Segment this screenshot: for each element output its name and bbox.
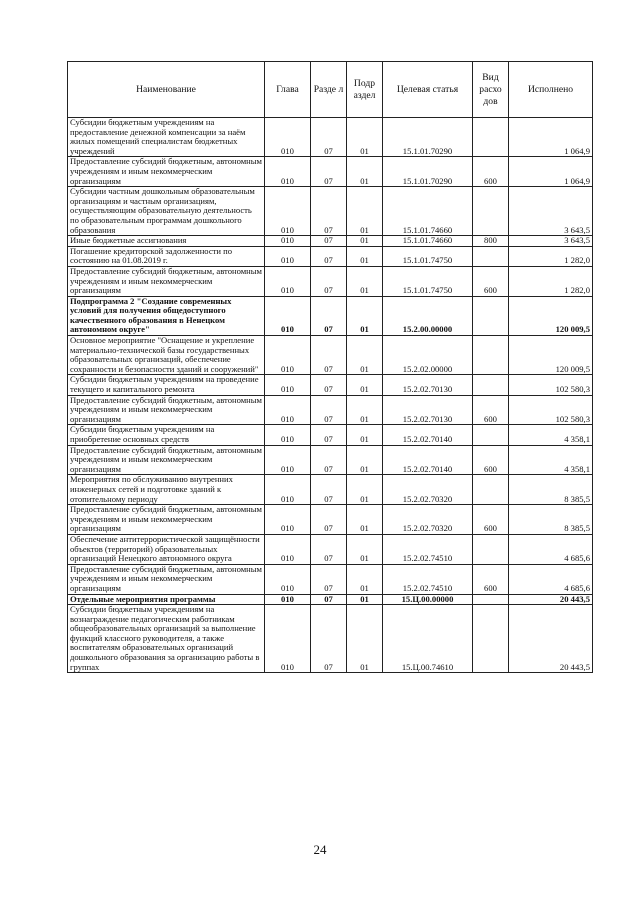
cell-subsection: 01: [347, 564, 383, 594]
table-row: [68, 236, 593, 247]
cell-chapter: 010: [265, 605, 311, 673]
cell-name: Подпрограмма 2 "Создание современных условий для получения общедоступного качественного образования в Ненецком автономном округе": [68, 296, 265, 335]
cell-exp-type: 600: [473, 564, 509, 594]
cell-chapter: 010: [265, 118, 311, 157]
table-row: [68, 534, 593, 564]
col-header-section: Разде л: [311, 62, 347, 118]
cell-executed: 1 282,0: [509, 266, 593, 296]
cell-section: 07: [311, 605, 347, 673]
cell-target: 15.2.02.70140: [383, 445, 473, 475]
page-number: 24: [313, 842, 327, 857]
cell-name: Отдельные мероприятия программы: [68, 594, 265, 605]
cell-chapter: 010: [265, 395, 311, 425]
cell-target: 15.2.02.70130: [383, 375, 473, 395]
cell-exp-type: [473, 296, 509, 335]
cell-executed: 102 580,3: [509, 395, 593, 425]
cell-name: Мероприятия по обслуживанию внутренних инженерных сетей и подготовке зданий к отопительному периоду: [68, 475, 265, 505]
cell-chapter: 010: [265, 246, 311, 266]
cell-chapter: 010: [265, 505, 311, 535]
cell-target: 15.1.01.70290: [383, 118, 473, 157]
cell-subsection: 01: [347, 395, 383, 425]
budget-table: [67, 61, 593, 673]
cell-executed: 102 580,3: [509, 375, 593, 395]
cell-name: Субсидии бюджетным учреждениям на приобретение основных средств: [68, 425, 265, 445]
cell-chapter: 010: [265, 236, 311, 247]
cell-chapter: 010: [265, 445, 311, 475]
cell-exp-type: 600: [473, 266, 509, 296]
table-row: [68, 605, 593, 673]
cell-section: 07: [311, 187, 347, 236]
cell-target: 15.2.02.70320: [383, 475, 473, 505]
cell-name: Субсидии частным дошкольным образовательным организациям и частным организациям, осуществляющим образовательную деятельность по образовательным программам дошкольного образования: [68, 187, 265, 236]
cell-chapter: 010: [265, 266, 311, 296]
cell-chapter: 010: [265, 375, 311, 395]
cell-exp-type: [473, 375, 509, 395]
cell-executed: 1 064,9: [509, 157, 593, 187]
cell-target: 15.1.01.70290: [383, 157, 473, 187]
cell-section: 07: [311, 445, 347, 475]
cell-subsection: 01: [347, 475, 383, 505]
cell-executed: 20 443,5: [509, 605, 593, 673]
table-row: [68, 564, 593, 594]
table-row: [68, 375, 593, 395]
cell-chapter: 010: [265, 336, 311, 375]
col-header-chapter: Глава: [265, 62, 311, 118]
cell-subsection: 01: [347, 296, 383, 335]
cell-executed: 3 643,5: [509, 236, 593, 247]
table-row: [68, 246, 593, 266]
cell-section: 07: [311, 505, 347, 535]
cell-name: Предоставление субсидий бюджетным, автономным учреждениям и иным некоммерческим организациям: [68, 266, 265, 296]
table-row: [68, 425, 593, 445]
cell-name: Предоставление субсидий бюджетным, автономным учреждениям и иным некоммерческим организациям: [68, 445, 265, 475]
cell-subsection: 01: [347, 336, 383, 375]
cell-executed: 1 282,0: [509, 246, 593, 266]
table-row: [68, 187, 593, 236]
cell-executed: 3 643,5: [509, 187, 593, 236]
cell-name: Предоставление субсидий бюджетным, автономным учреждениям и иным некоммерческим организациям: [68, 395, 265, 425]
cell-name: Субсидии бюджетным учреждениям на предоставление денежной компенсации за наём жилых помещений специалистам бюджетных учреждений: [68, 118, 265, 157]
cell-section: 07: [311, 118, 347, 157]
cell-section: 07: [311, 246, 347, 266]
cell-target: 15.Ц.00.74610: [383, 605, 473, 673]
cell-name: Предоставление субсидий бюджетным, автономным учреждениям и иным некоммерческим организациям: [68, 157, 265, 187]
cell-section: 07: [311, 236, 347, 247]
cell-name: Предоставление субсидий бюджетным, автономным учреждениям и иным некоммерческим организациям: [68, 505, 265, 535]
cell-target: 15.1.01.74660: [383, 187, 473, 236]
cell-exp-type: [473, 605, 509, 673]
cell-subsection: 01: [347, 605, 383, 673]
cell-name: Погашение кредиторской задолженности по состоянию на 01.08.2019 г.: [68, 246, 265, 266]
cell-chapter: 010: [265, 564, 311, 594]
cell-executed: 4 358,1: [509, 425, 593, 445]
cell-name: Иные бюджетные ассигнования: [68, 236, 265, 247]
cell-target: 15.1.01.74660: [383, 236, 473, 247]
cell-target: 15.2.02.74510: [383, 534, 473, 564]
cell-target: 15.2.02.70130: [383, 395, 473, 425]
cell-exp-type: [473, 336, 509, 375]
cell-chapter: 010: [265, 157, 311, 187]
cell-executed: 8 385,5: [509, 505, 593, 535]
cell-exp-type: [473, 425, 509, 445]
cell-section: 07: [311, 534, 347, 564]
cell-exp-type: 600: [473, 395, 509, 425]
table-row: [68, 395, 593, 425]
cell-target: 15.1.01.74750: [383, 266, 473, 296]
cell-subsection: 01: [347, 534, 383, 564]
cell-subsection: 01: [347, 375, 383, 395]
cell-subsection: 01: [347, 445, 383, 475]
cell-subsection: 01: [347, 246, 383, 266]
cell-target: 15.2.02.70320: [383, 505, 473, 535]
cell-exp-type: [473, 534, 509, 564]
cell-executed: 20 443,5: [509, 594, 593, 605]
cell-subsection: 01: [347, 594, 383, 605]
cell-exp-type: 800: [473, 236, 509, 247]
table-header-row: [68, 62, 593, 118]
cell-target: 15.2.00.00000: [383, 296, 473, 335]
cell-target: 15.2.02.70140: [383, 425, 473, 445]
cell-name: Предоставление субсидий бюджетным, автономным учреждениям и иным некоммерческим организациям: [68, 564, 265, 594]
table-row: [68, 336, 593, 375]
col-header-subsection: Подр аздел: [347, 62, 383, 118]
cell-chapter: 010: [265, 425, 311, 445]
cell-section: 07: [311, 594, 347, 605]
cell-executed: 120 009,5: [509, 296, 593, 335]
table-row: [68, 594, 593, 605]
cell-executed: 4 358,1: [509, 445, 593, 475]
cell-chapter: 010: [265, 534, 311, 564]
cell-subsection: 01: [347, 505, 383, 535]
table-row: [68, 266, 593, 296]
cell-target: 15.2.02.00000: [383, 336, 473, 375]
table-row: [68, 118, 593, 157]
cell-name: Основное мероприятие "Оснащение и укрепление материально-технической базы государственных образовательных организаций, обеспечение сохранности и безопасности зданий и сооружений": [68, 336, 265, 375]
cell-exp-type: [473, 475, 509, 505]
cell-exp-type: [473, 187, 509, 236]
col-header-name: Наименование: [68, 62, 265, 118]
table-body: [68, 118, 593, 673]
cell-section: 07: [311, 475, 347, 505]
cell-exp-type: [473, 118, 509, 157]
cell-executed: 4 685,6: [509, 564, 593, 594]
cell-chapter: 010: [265, 594, 311, 605]
cell-exp-type: [473, 246, 509, 266]
cell-chapter: 010: [265, 296, 311, 335]
cell-exp-type: [473, 594, 509, 605]
cell-name: Субсидии бюджетным учреждениям на проведение текущего и капитального ремонта: [68, 375, 265, 395]
cell-section: 07: [311, 157, 347, 187]
cell-chapter: 010: [265, 187, 311, 236]
cell-executed: 120 009,5: [509, 336, 593, 375]
table-row: [68, 475, 593, 505]
col-header-target: Целевая статья: [383, 62, 473, 118]
cell-subsection: 01: [347, 236, 383, 247]
cell-exp-type: 600: [473, 505, 509, 535]
cell-subsection: 01: [347, 187, 383, 236]
cell-section: 07: [311, 375, 347, 395]
cell-executed: 1 064,9: [509, 118, 593, 157]
cell-executed: 8 385,5: [509, 475, 593, 505]
cell-section: 07: [311, 425, 347, 445]
cell-target: 15.1.01.74750: [383, 246, 473, 266]
cell-subsection: 01: [347, 118, 383, 157]
cell-section: 07: [311, 564, 347, 594]
cell-name: Обеспечение антитеррористической защищённости объектов (территорий) образовательных организаций Ненецкого автономного округа: [68, 534, 265, 564]
cell-target: 15.Ц.00.00000: [383, 594, 473, 605]
table-row: [68, 445, 593, 475]
cell-subsection: 01: [347, 266, 383, 296]
cell-subsection: 01: [347, 425, 383, 445]
cell-chapter: 010: [265, 475, 311, 505]
cell-subsection: 01: [347, 157, 383, 187]
table-row: [68, 157, 593, 187]
cell-section: 07: [311, 266, 347, 296]
cell-executed: 4 685,6: [509, 534, 593, 564]
cell-section: 07: [311, 336, 347, 375]
col-header-exp-type: Вид расхо дов: [473, 62, 509, 118]
cell-section: 07: [311, 395, 347, 425]
cell-name: Субсидии бюджетным учреждениям на вознаграждение педагогическим работникам общеобразовательных организаций за выполнение функций классного руководителя, а также воспитателям образовательных организаций дошкольного образования за организацию работы в группах: [68, 605, 265, 673]
cell-target: 15.2.02.74510: [383, 564, 473, 594]
cell-exp-type: 600: [473, 157, 509, 187]
table-row: [68, 296, 593, 335]
col-header-executed: Исполнено: [509, 62, 593, 118]
cell-exp-type: 600: [473, 445, 509, 475]
cell-section: 07: [311, 296, 347, 335]
table-row: [68, 505, 593, 535]
